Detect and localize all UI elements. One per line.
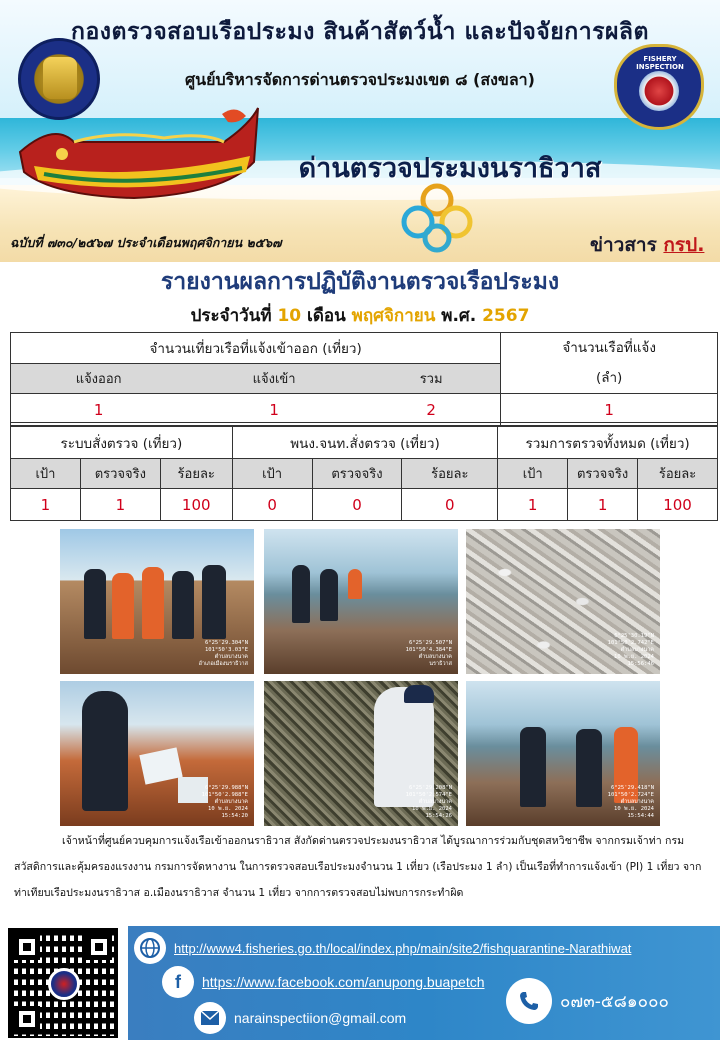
date-day: 10: [277, 306, 302, 326]
photo-geo-stamp: 6°25'29.304"N 101°50'3.03"E ตำบลบางนาค อำเภอเมืองนราธิวาส: [198, 640, 248, 667]
email-icon: [194, 1002, 226, 1034]
logo-core: [639, 71, 679, 111]
system-actual: 1: [80, 489, 160, 521]
qr-code[interactable]: [8, 928, 118, 1038]
officer-figure: [202, 565, 226, 639]
trips-group-header: จำนวนเที่ยวเรือที่แจ้งเข้าออก (เที่ยว): [11, 333, 501, 364]
col-percent: ร้อยละ: [638, 459, 718, 489]
col-target: เป้า: [498, 459, 568, 489]
value-arrive: 1: [186, 394, 362, 426]
document-paper: [139, 747, 182, 784]
photo-boat-inspection: [264, 529, 458, 674]
kolae-boat-illustration: [14, 102, 260, 212]
col-total: รวม: [362, 364, 501, 394]
news-label-abbrev: กรป.: [663, 234, 705, 256]
crew-figure: [112, 573, 134, 639]
total-target: 1: [498, 489, 568, 521]
photo-geo-stamp: 6°25'29.418"N 101°50'2.724"E ตำบลบางนาค 10 พ.ย. 2024 15:54:44: [607, 785, 654, 819]
phone-row[interactable]: [506, 978, 669, 1024]
officer-target: 0: [232, 489, 312, 521]
system-percent: 100: [160, 489, 232, 521]
header-banner: [0, 0, 720, 262]
month-label: เดือน: [301, 306, 352, 326]
report-date: [0, 302, 720, 329]
date-month: พฤศจิกายน: [351, 306, 436, 326]
officer-group-header: พนง.จนท.สั่งตรวจ (เที่ยว): [232, 427, 498, 459]
boats-header-label: จำนวนเรือที่แจ้ง: [562, 340, 656, 356]
date-prefix: ประจำวันที่: [190, 306, 278, 326]
department-title: กองตรวจสอบเรือประมง สินค้าสัตว์น้ำ และปัจจัยการผลิต: [71, 19, 649, 45]
phone-icon: [506, 978, 552, 1024]
officer-figure: [84, 569, 106, 639]
photo-geo-stamp: 6°25'29.208"N 101°50'2.574"E ตำบลบางนาค 10 พ.ย. 2024 15:54:26: [405, 785, 452, 819]
facebook-icon: f: [162, 966, 194, 998]
qr-finder: [14, 1006, 40, 1032]
email-address[interactable]: narainspectiion@gmail.com: [234, 1010, 407, 1026]
photo-geo-stamp: 6°25'29.507"N 101°50'4.384"E ตำบลบางนาค นราธิวาส: [405, 640, 452, 667]
news-tag: [590, 230, 704, 260]
photo-geo-stamp: 6°25'29.988"N 101°50'2.988"E ตำบลบางนาค 10 พ.ย. 2024 15:54:20: [201, 785, 248, 819]
phone-number[interactable]: ๐๗๓-๕๘๑๐๐๐: [560, 991, 669, 1012]
boats-header-unit: (ลำ): [595, 370, 623, 386]
station-title: ด่านตรวจประมงนราธิวาส: [298, 153, 602, 184]
col-depart: แจ้งออก: [11, 364, 187, 394]
photo-fish-catch: [466, 529, 660, 674]
col-actual: ตรวจจริง: [568, 459, 638, 489]
officer-figure: [520, 727, 546, 807]
fishery-inspection-logo: [614, 44, 704, 130]
website-row[interactable]: [134, 932, 631, 964]
website-link[interactable]: http://www4.fisheries.go.th/local/index.php/main/site2/fishquarantine-Narathiwat: [174, 940, 632, 956]
facebook-link[interactable]: https://www.facebook.com/anupong.buapetch: [202, 974, 485, 990]
qr-finder: [14, 934, 40, 960]
center-subtitle: ศูนย์บริหารจัดการด่านตรวจประมงเขต ๘ (สงขลา): [185, 70, 535, 89]
officer-actual: 0: [312, 489, 402, 521]
officer-figure: [292, 565, 310, 623]
officer-figure: [172, 571, 194, 639]
fisheries-knot-emblem: [398, 180, 476, 256]
officer-percent: 0: [402, 489, 498, 521]
report-title: รายงานผลการปฏิบัติงานตรวจเรือประมง: [160, 269, 560, 295]
system-target: 1: [11, 489, 81, 521]
table-divider: [10, 422, 718, 423]
facebook-row[interactable]: [162, 966, 485, 998]
photo-net-check: [264, 681, 458, 826]
photo-document-check: [60, 681, 254, 826]
col-target: เป้า: [11, 459, 81, 489]
trip-report-table: [10, 332, 718, 426]
contact-footer: [0, 920, 720, 1040]
col-percent: ร้อยละ: [160, 459, 232, 489]
col-actual: ตรวจจริง: [312, 459, 402, 489]
officer-figure: [320, 569, 338, 621]
cap: [404, 685, 434, 703]
value-depart: 1: [11, 394, 187, 426]
boats-header: [501, 333, 718, 394]
email-row[interactable]: [194, 1002, 406, 1034]
photo-team-on-boat: [60, 529, 254, 674]
news-label: ข่าวสาร: [590, 234, 664, 256]
total-percent: 100: [638, 489, 718, 521]
col-target: เป้า: [232, 459, 312, 489]
col-arrive: แจ้งเข้า: [186, 364, 362, 394]
total-group-header: รวมการตรวจทั้งหมด (เที่ยว): [498, 427, 718, 459]
col-percent: ร้อยละ: [402, 459, 498, 489]
logo-emblem: [43, 57, 77, 99]
col-actual: ตรวจจริง: [80, 459, 160, 489]
globe-icon: [134, 932, 166, 964]
system-group-header: ระบบสั่งตรวจ (เที่ยว): [11, 427, 233, 459]
qr-logo: [48, 968, 80, 1000]
date-year: 2567: [482, 306, 530, 326]
fishery-inspection-logo-text: FISHERY INSPECTION: [636, 55, 684, 71]
qr-finder: [86, 934, 112, 960]
crew-figure: [142, 567, 164, 639]
crew-figure: [348, 569, 362, 599]
photo-team-dock: [466, 681, 660, 826]
inspection-table: [10, 426, 718, 521]
photo-geo-stamp: 6°25'30.19"N 101°50'2.742"E ตำบลบางนาค 10 พ.ย. 2024 15:56:46: [607, 633, 654, 667]
value-boats: 1: [501, 394, 718, 426]
value-total: 2: [362, 394, 501, 426]
report-paragraph: เจ้าหน้าที่ศูนย์ควบคุมการแจ้งเรือเข้าออกนราธิวาส สังกัดด่านตรวจประมงนราธิวาส ได้บูรณาการร่วมกับชุดสหวิชาชีพ จากกรมเจ้าท่า กรมสวัสดิการและคุ้มครองแรงงาน กรมการจัดหางาน ในการตรวจสอบเรือประมงจำนวน 1 เที่ยว (เรือประมง 1 ลำ) เป็นเรือที่ทำการแจ้งเข้า (PI) 1 เที่ยว จากท่าเทียบเรือประมงนราธิวาส อ.เมืองนราธิวาส จำนวน 1 เที่ยว จากการตรวจสอบไม่พบการกระทำผิด: [14, 835, 702, 899]
issue-number: ฉบับที่ ๗๓๐/๒๕๖๗ ประจำเดือนพฤศจิกายน ๒๕๖๗: [10, 235, 282, 250]
year-label: พ.ศ.: [435, 306, 483, 326]
officer-figure: [82, 691, 128, 811]
total-actual: 1: [568, 489, 638, 521]
